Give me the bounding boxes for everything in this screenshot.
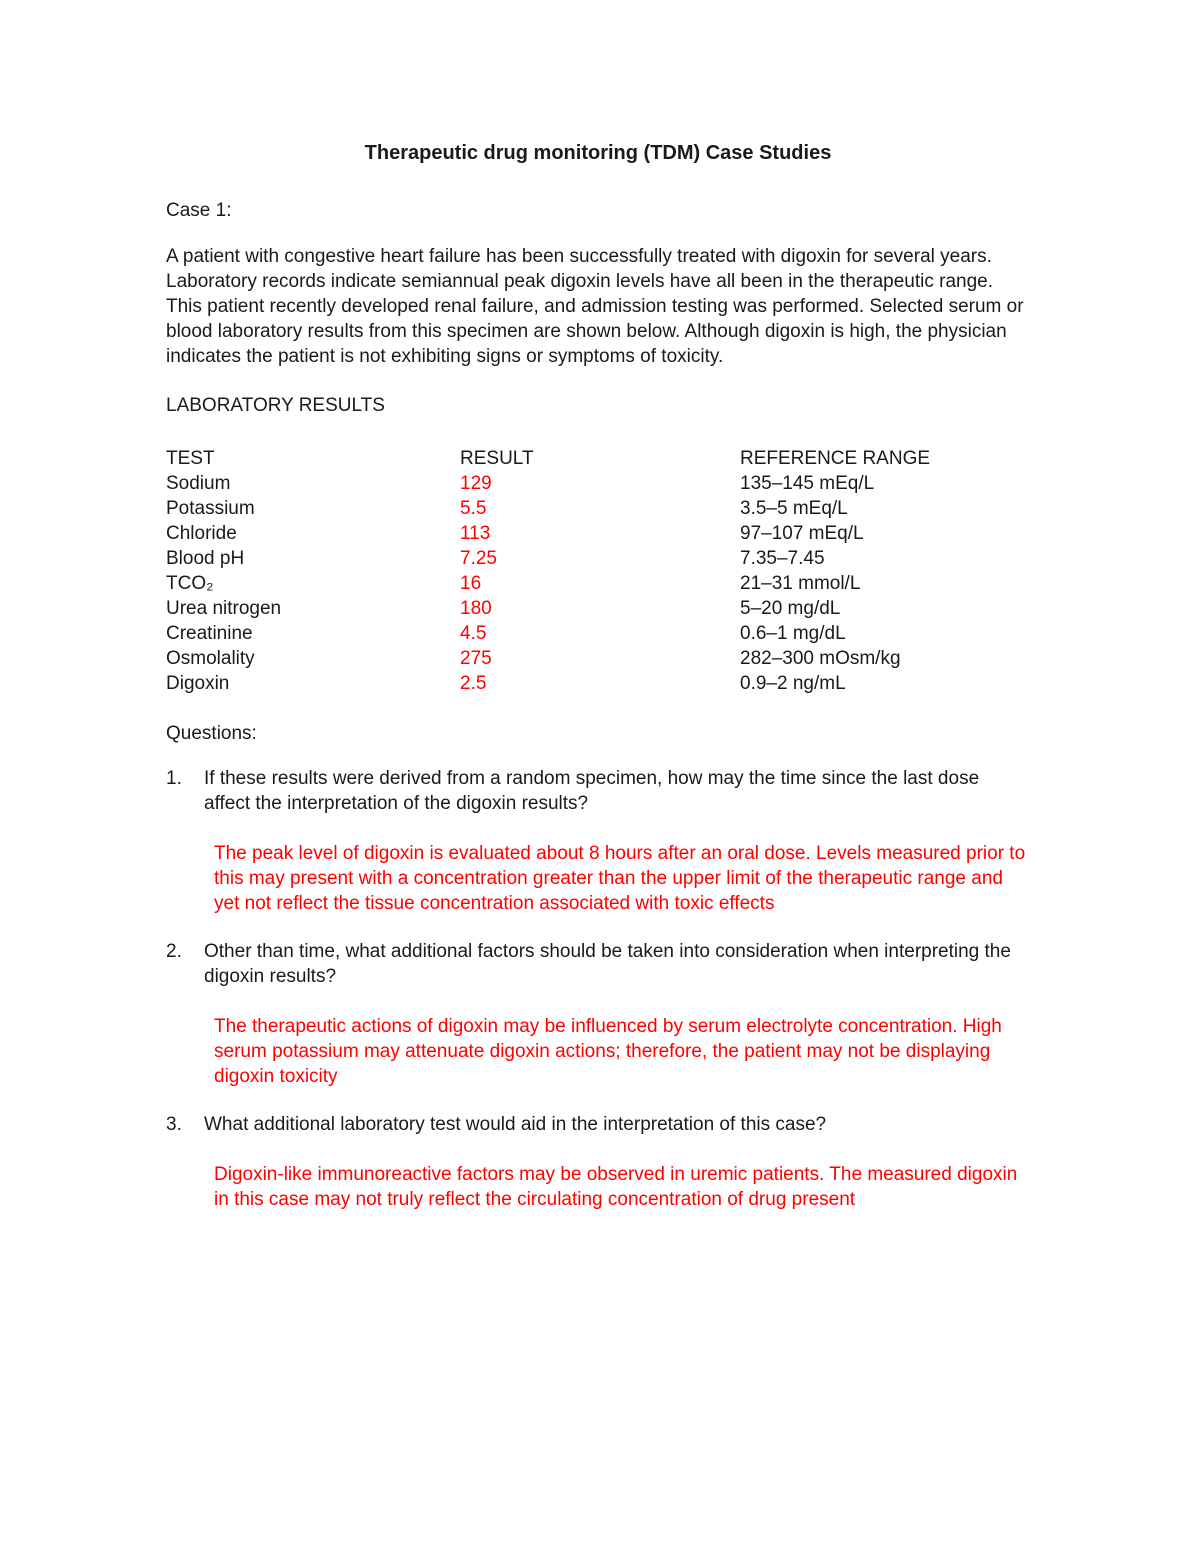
test-name-cell: Digoxin — [166, 673, 230, 694]
page-title: Therapeutic drug monitoring (TDM) Case Studies — [364, 142, 832, 164]
test-name-cell: Chloride — [166, 523, 237, 544]
answer-2: The therapeutic actions of digoxin may be influenced by serum electrolyte concentration. High serum potassium may attenuate digoxin actions; therefore, the patient may not be displaying digoxin toxicity — [214, 1016, 1002, 1087]
test-name-cell: Urea nitrogen — [166, 598, 282, 619]
result-value-cell: 2.5 — [460, 673, 487, 694]
question-number: 1. — [166, 768, 182, 789]
result-value-cell: 129 — [460, 473, 492, 494]
reference-range-cell: 5–20 mg/dL — [740, 598, 841, 619]
reference-range-cell: 7.35–7.45 — [740, 548, 825, 569]
result-value-cell: 275 — [460, 648, 492, 669]
test-name-cell: Potassium — [166, 498, 255, 519]
reference-range-cell: 135–145 mEq/L — [740, 473, 875, 494]
question-text: Other than time, what additional factors should be taken into consideration when interpreting the digoxin results? — [204, 941, 1011, 987]
answer-1: The peak level of digoxin is evaluated about 8 hours after an oral dose. Levels measured prior to this may present with a concentration greater than the upper limit of the therapeutic range and yet not reflect the tissue concentration associated with toxic effects — [214, 843, 1026, 914]
question-block-2 — [166, 939, 1030, 1089]
question-block-3 — [166, 1112, 1030, 1212]
table-row-osmolality — [166, 646, 1030, 671]
test-name-cell: Sodium — [166, 473, 231, 494]
lab-table-header-row — [166, 446, 1030, 471]
result-value-cell: 113 — [460, 523, 491, 544]
table-row-digoxin — [166, 671, 1030, 696]
reference-range-cell: 3.5–5 mEq/L — [740, 498, 848, 519]
question-number: 3. — [166, 1114, 182, 1135]
question-text: What additional laboratory test would aid in the interpretation of this case? — [204, 1114, 827, 1135]
intro-paragraph: A patient with congestive heart failure has been successfully treated with digoxin for several years. Laboratory records indicate semiannual peak digoxin levels have all been in the therapeutic range. This patient recently developed renal failure, and admission testing was performed. Selected serum or blood laboratory results from this specimen are shown below. Although digoxin is high, the physician indicates the patient is not exhibiting signs or symptoms of toxicity. — [166, 246, 1024, 367]
table-row-blood-ph — [166, 546, 1030, 571]
table-row-urea-nitrogen — [166, 596, 1030, 621]
lab-results-heading: LABORATORY RESULTS — [166, 395, 385, 416]
reference-range-cell: 21–31 mmol/L — [740, 573, 861, 594]
result-value-cell: 4.5 — [460, 623, 487, 644]
table-row-potassium — [166, 496, 1030, 521]
answer-3: Digoxin-like immunoreactive factors may be observed in uremic patients. The measured digoxin in this case may not truly reflect the circulating concentration of drug present — [214, 1164, 1018, 1210]
lab-results-table — [166, 446, 1030, 696]
test-name-cell: Blood pH — [166, 548, 245, 569]
test-name-cell: TCO₂ — [166, 573, 214, 594]
result-value-cell: 5.5 — [460, 498, 487, 519]
question-1 — [166, 766, 1030, 816]
question-number: 2. — [166, 941, 182, 962]
reference-range-cell: 0.9–2 ng/mL — [740, 673, 846, 694]
result-value-cell: 180 — [460, 598, 492, 619]
reference-range-cell: 282–300 mOsm/kg — [740, 648, 901, 669]
column-header-test: TEST — [166, 448, 215, 469]
result-value-cell: 16 — [460, 573, 482, 594]
table-row-chloride — [166, 521, 1030, 546]
test-name-cell: Creatinine — [166, 623, 253, 644]
table-row-sodium — [166, 471, 1030, 496]
test-name-cell: Osmolality — [166, 648, 255, 669]
column-header-result: RESULT — [460, 448, 534, 469]
question-2 — [166, 939, 1030, 989]
question-text: If these results were derived from a random specimen, how may the time since the last dose affect the interpretation of the digoxin results? — [204, 768, 980, 814]
questions-heading: Questions: — [166, 723, 257, 744]
column-header-range: REFERENCE RANGE — [740, 448, 931, 469]
case-label: Case 1: — [166, 200, 232, 221]
result-value-cell: 7.25 — [460, 548, 497, 569]
reference-range-cell: 97–107 mEq/L — [740, 523, 864, 544]
table-row-tco2 — [166, 571, 1030, 596]
table-row-creatinine — [166, 621, 1030, 646]
question-3 — [166, 1112, 1030, 1137]
question-block-1 — [166, 766, 1030, 916]
reference-range-cell: 0.6–1 mg/dL — [740, 623, 846, 644]
